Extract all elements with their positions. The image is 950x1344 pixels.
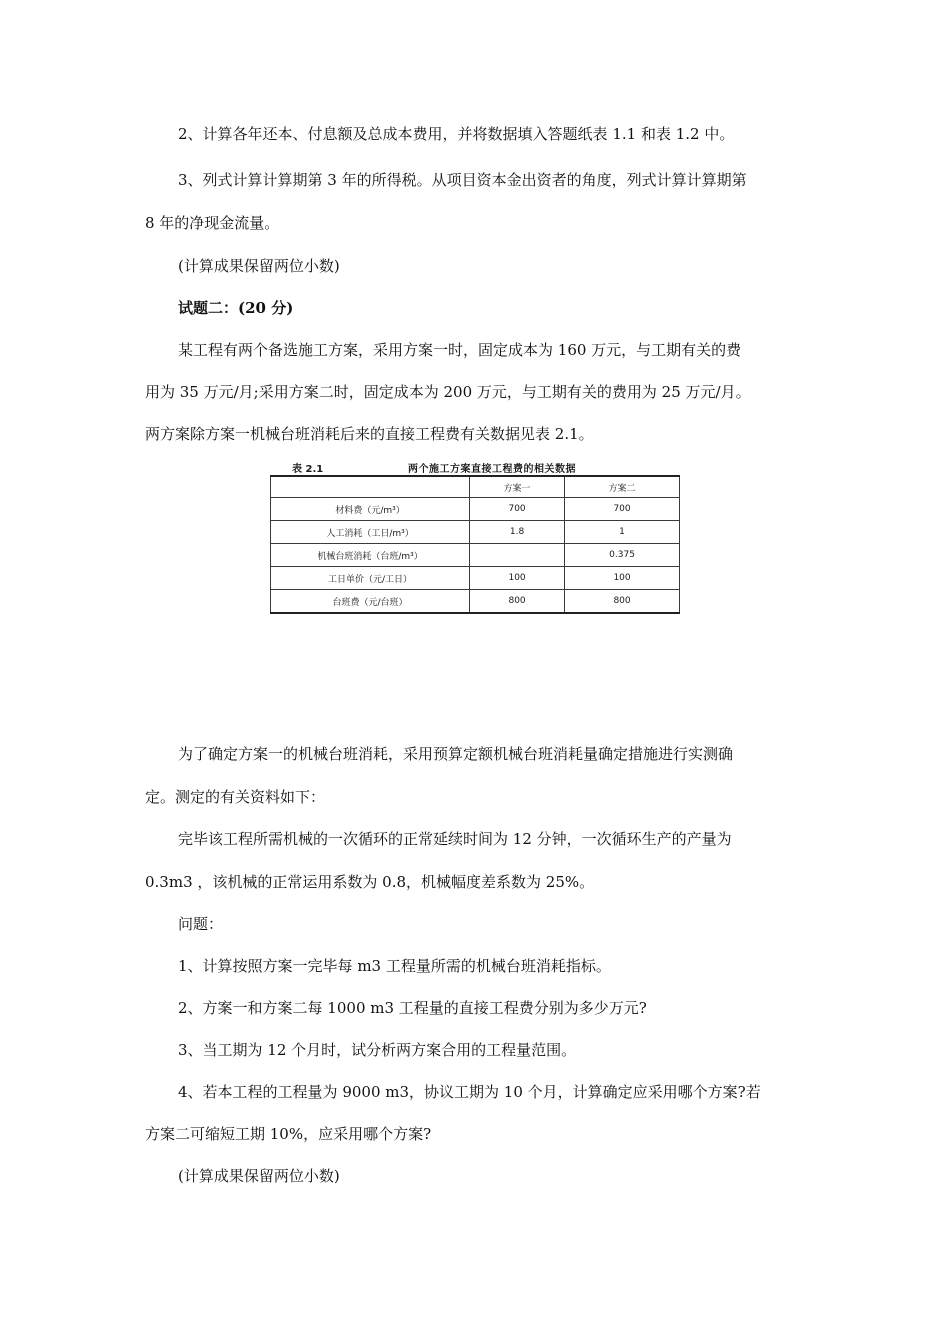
row-label: 机械台班消耗（台班/m³） — [271, 544, 470, 567]
measurement-paragraph-line-2: 定。测定的有关资料如下： — [145, 788, 326, 806]
precision-note: (计算成果保留两位小数) — [178, 257, 340, 275]
table-row — [271, 590, 680, 614]
intro-paragraph-line-3: 两方案除方案一机械台班消耗后来的直接工程费有关数据见表 2.1。 — [145, 425, 594, 443]
precision-note: (计算成果保留两位小数) — [178, 1167, 340, 1185]
table-caption — [268, 458, 682, 474]
table-title: 两个施工方案直接工程费的相关数据 — [408, 464, 576, 475]
cell-plan-1: 100 — [470, 567, 565, 590]
questions-heading: 问题： — [178, 915, 224, 933]
header-cell-blank — [271, 476, 470, 498]
row-label: 人工消耗（工日/m³） — [271, 521, 470, 544]
measurement-paragraph-line-1: 为了确定方案一的机械台班消耗，采用预算定额机械台班消耗量确定措施进行实测确 — [178, 745, 734, 763]
question-3-text: 3、当工期为 12 个月时，试分析两方案合用的工程量范围。 — [178, 1041, 577, 1059]
table-header-row — [271, 476, 680, 498]
cell-plan-2: 1 — [565, 521, 680, 544]
row-label: 工日单价（元/工日） — [271, 567, 470, 590]
question-4-text-continued: 方案二可缩短工期 10%，应采用哪个方案? — [145, 1125, 432, 1143]
question-4-text: 4、若本工程的工程量为 9000 m3，协议工期为 10 个月，计算确定应采用哪个方案?若 — [178, 1083, 761, 1101]
cell-plan-1 — [470, 544, 565, 567]
question-1-text: 1、计算按照方案一完毕每 m3 工程量所需的机械台班消耗指标。 — [178, 957, 611, 975]
cell-plan-2: 100 — [565, 567, 680, 590]
machine-data-line-1: 完毕该工程所需机械的一次循环的正常延续时间为 12 分钟，一次循环生产的产量为 — [178, 830, 732, 848]
table-number: 表 2.1 — [292, 464, 324, 475]
section-heading: 试题二：(20 分) — [178, 299, 294, 317]
question-2-text: 2、计算各年还本、付息额及总成本费用，并将数据填入答题纸表 1.1 和表 1.2 中。 — [178, 125, 735, 143]
table-2-1 — [268, 458, 682, 618]
table-row — [271, 567, 680, 590]
header-cell-plan-1: 方案一 — [470, 476, 565, 498]
header-cell-plan-2: 方案二 — [565, 476, 680, 498]
cell-plan-1: 1.8 — [470, 521, 565, 544]
question-3-text-continued: 8 年的净现金流量。 — [145, 214, 280, 232]
cell-plan-1: 800 — [470, 590, 565, 614]
cell-plan-2: 800 — [565, 590, 680, 614]
question-2-text: 2、方案一和方案二每 1000 m3 工程量的直接工程费分别为多少万元? — [178, 999, 647, 1017]
cell-plan-2: 700 — [565, 498, 680, 521]
intro-paragraph-line-2: 用为 35 万元/月;采用方案二时，固定成本为 200 万元，与工期有关的费用为 25 万元/月。 — [145, 383, 751, 401]
table-row — [271, 498, 680, 521]
table-row — [271, 521, 680, 544]
question-3-text: 3、列式计算计算期第 3 年的所得税。从项目资本金出资者的角度，列式计算计算期第 — [178, 171, 747, 189]
row-label: 台班费（元/台班） — [271, 590, 470, 614]
intro-paragraph-line-1: 某工程有两个备选施工方案，采用方案一时，固定成本为 160 万元，与工期有关的费 — [178, 341, 742, 359]
table-row — [271, 544, 680, 567]
machine-data-line-2: 0.3m3 ，该机械的正常运用系数为 0.8，机械幅度差系数为 25%。 — [145, 873, 595, 891]
data-table — [270, 475, 680, 614]
cell-plan-1: 700 — [470, 498, 565, 521]
cell-plan-2: 0.375 — [565, 544, 680, 567]
row-label: 材料费（元/m³） — [271, 498, 470, 521]
